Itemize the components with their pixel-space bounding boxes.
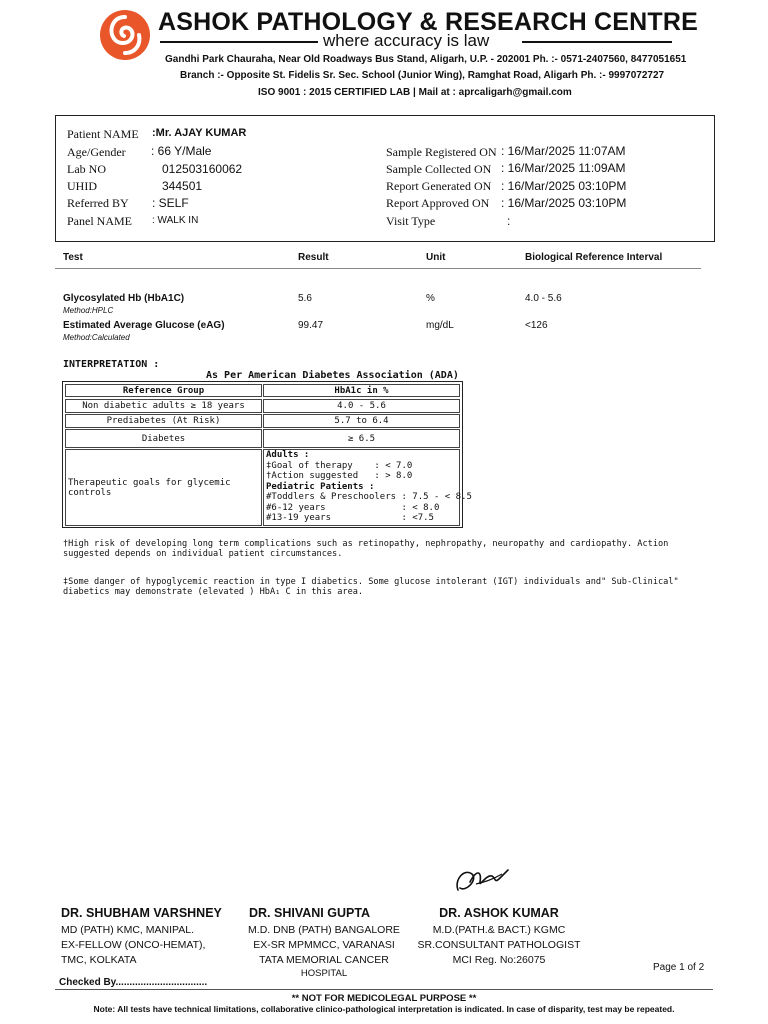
- panel-label: Panel NAME: [67, 214, 132, 228]
- registered-value: : 16/Mar/2025 11:07AM: [501, 144, 626, 158]
- ada-row-group: Diabetes: [65, 429, 262, 448]
- checked-by: Checked By.................................: [59, 977, 208, 988]
- approved-label: Report Approved ON: [386, 196, 490, 210]
- lab-no-value: 012503160062: [162, 162, 243, 176]
- ada-title: As Per American Diabetes Association (ADA): [206, 370, 459, 381]
- doctor-qualification: TATA MEMORIAL CANCER: [259, 954, 389, 966]
- unit-hba1c: %: [426, 293, 435, 304]
- signature-icon: [452, 860, 512, 898]
- age-value: : 66 Y/Male: [151, 144, 212, 158]
- visit-type-label: Visit Type: [386, 214, 436, 228]
- note-high-risk: †High risk of developing long term complications such as retinopathy, nephropathy, neuropathy and cardiopathy. Action suggested depends on individual patient circumstances.: [63, 539, 669, 559]
- result-hba1c: 5.6: [298, 293, 312, 304]
- doctor-qualification: EX-SR MPMMCC, VARANASI: [253, 939, 395, 951]
- doctor-qualification: TMC, KOLKATA: [61, 954, 137, 966]
- lab-name: ASHOK PATHOLOGY & RESEARCH CENTRE: [158, 8, 698, 36]
- referred-value: : SELF: [152, 196, 189, 210]
- col-reference: Biological Reference Interval: [525, 252, 663, 263]
- referred-label: Referred BY: [67, 196, 129, 210]
- doctor-qualification: MCI Reg. No:26075: [452, 954, 546, 966]
- interpretation-heading: INTERPRETATION :: [63, 359, 160, 370]
- col-test: Test: [63, 252, 83, 263]
- page-number: Page 1 of 2: [653, 962, 705, 973]
- col-unit: Unit: [426, 252, 446, 263]
- doctor-name: DR. SHUBHAM VARSHNEY: [61, 906, 222, 920]
- panel-value: : WALK IN: [152, 215, 199, 226]
- iso-line: ISO 9001 : 2015 CERTIFIED LAB | Mail at : aprcaligarh@gmail.com: [258, 87, 572, 98]
- registered-label: Sample Registered ON: [386, 145, 497, 159]
- patient-name-value: :Mr. AJAY KUMAR: [152, 127, 247, 139]
- ada-row-group: Prediabetes (At Risk): [65, 414, 262, 428]
- address-line: Gandhi Park Chauraha, Near Old Roadways Bus Stand, Aligarh, U.P. - 202001 Ph. :- 0571-2407560, 8477051651: [165, 54, 687, 65]
- doctor-block: [414, 906, 584, 968]
- tagline-rule-left: [160, 41, 318, 43]
- not-medicolegal-notice: ** NOT FOR MEDICOLEGAL PURPOSE **: [291, 993, 477, 1004]
- method-hba1c: Method:HPLC: [63, 306, 114, 315]
- test-name-hba1c: Glycosylated Hb (HbA1C): [63, 293, 185, 304]
- goals-pediatric-line: #6-12 years : < 8.0: [266, 502, 440, 513]
- doctor-block: [61, 906, 222, 968]
- goals-adult-line: ‡Goal of therapy : < 7.0: [266, 460, 413, 471]
- range-eag: <126: [525, 320, 548, 331]
- result-eag: 99.47: [298, 320, 324, 331]
- doctor-name: DR. ASHOK KUMAR: [439, 906, 559, 920]
- doctor-qualification: MD (PATH) KMC, MANIPAL.: [61, 924, 195, 936]
- patient-info-box: [55, 115, 715, 242]
- ada-row-value: 5.7 to 6.4: [263, 414, 460, 428]
- tagline-rule-right: [522, 41, 672, 43]
- ada-col-reference-group: Reference Group: [65, 384, 262, 397]
- branch-line: Branch :- Opposite St. Fidelis Sr. Sec. School (Junior Wing), Ramghat Road, Aligarh Ph. :- 9997072727: [180, 70, 665, 81]
- method-eag: Method:Calculated: [63, 333, 130, 342]
- uhid-label: UHID: [67, 179, 97, 193]
- tagline-row: [160, 32, 672, 50]
- uhid-value: 344501: [162, 179, 203, 193]
- note-hypoglycemia: ‡Some danger of hypoglycemic reaction in type I diabetics. Some glucose intolerant (IGT) individuals and" Sub-Clinical" diabetics may demonstrate (elevated ) HbA₁ C in this area.: [63, 577, 679, 597]
- goals-pediatric-line: #13-19 years : <7.5: [266, 513, 434, 523]
- doctor-name: DR. SHIVANI GUPTA: [249, 906, 371, 920]
- approved-value: : 16/Mar/2025 03:10PM: [501, 196, 627, 210]
- lab-no-label: Lab NO: [67, 162, 106, 176]
- lab-logo-icon: [99, 9, 151, 61]
- age-label: Age/Gender: [67, 145, 126, 159]
- goals-pediatric-heading: Pediatric Patients :: [266, 481, 375, 492]
- visit-type-value: :: [507, 214, 511, 228]
- col-result: Result: [298, 252, 329, 263]
- doctor-qualification: M.D. DNB (PATH) BANGALORE: [248, 924, 400, 936]
- ada-row-value: ≥ 6.5: [263, 429, 460, 448]
- doctor-qualification: M.D.(PATH.& BACT.) KGMC: [432, 924, 566, 936]
- ada-row-value: 4.0 - 5.6: [263, 399, 460, 413]
- doctor-qualification: EX-FELLOW (ONCO-HEMAT),: [61, 939, 206, 951]
- doctor-qualification: SR.CONSULTANT PATHOLOGIST: [417, 939, 581, 951]
- ada-row-group: Non diabetic adults ≥ 18 years: [65, 399, 262, 413]
- goals-pediatric-line: #Toddlers & Preschoolers : 7.5 - < 8.5: [266, 492, 472, 502]
- collected-value: : 16/Mar/2025 11:09AM: [501, 161, 626, 175]
- test-name-eag: Estimated Average Glucose (eAG): [63, 320, 225, 331]
- generated-label: Report Generated ON: [386, 179, 492, 193]
- disclaimer: Note: All tests have technical limitations, collaborative clinico-pathological interpretation is indicated. In case of disparity, test may be repeated.: [93, 1004, 675, 1014]
- therapeutic-goals: [266, 450, 472, 524]
- goals-adults-heading: Adults :: [266, 450, 310, 460]
- header-divider: [55, 268, 701, 269]
- doctor-block: [246, 906, 402, 980]
- range-hba1c: 4.0 - 5.6: [525, 293, 562, 304]
- tagline: where accuracy is law: [323, 31, 490, 50]
- generated-value: : 16/Mar/2025 03:10PM: [501, 179, 627, 193]
- footer-divider: [55, 989, 713, 990]
- goals-adult-line: †Action suggested : > 8.0: [266, 471, 413, 481]
- ada-goals-group: Therapeutic goals for glycemic controls: [65, 449, 262, 526]
- patient-name-label: Patient NAME: [67, 127, 139, 141]
- collected-label: Sample Collected ON: [386, 162, 492, 176]
- doctor-qualification: HOSPITAL: [300, 968, 348, 979]
- ada-col-hba1c: HbA1c in %: [263, 384, 460, 397]
- unit-eag: mg/dL: [426, 320, 454, 331]
